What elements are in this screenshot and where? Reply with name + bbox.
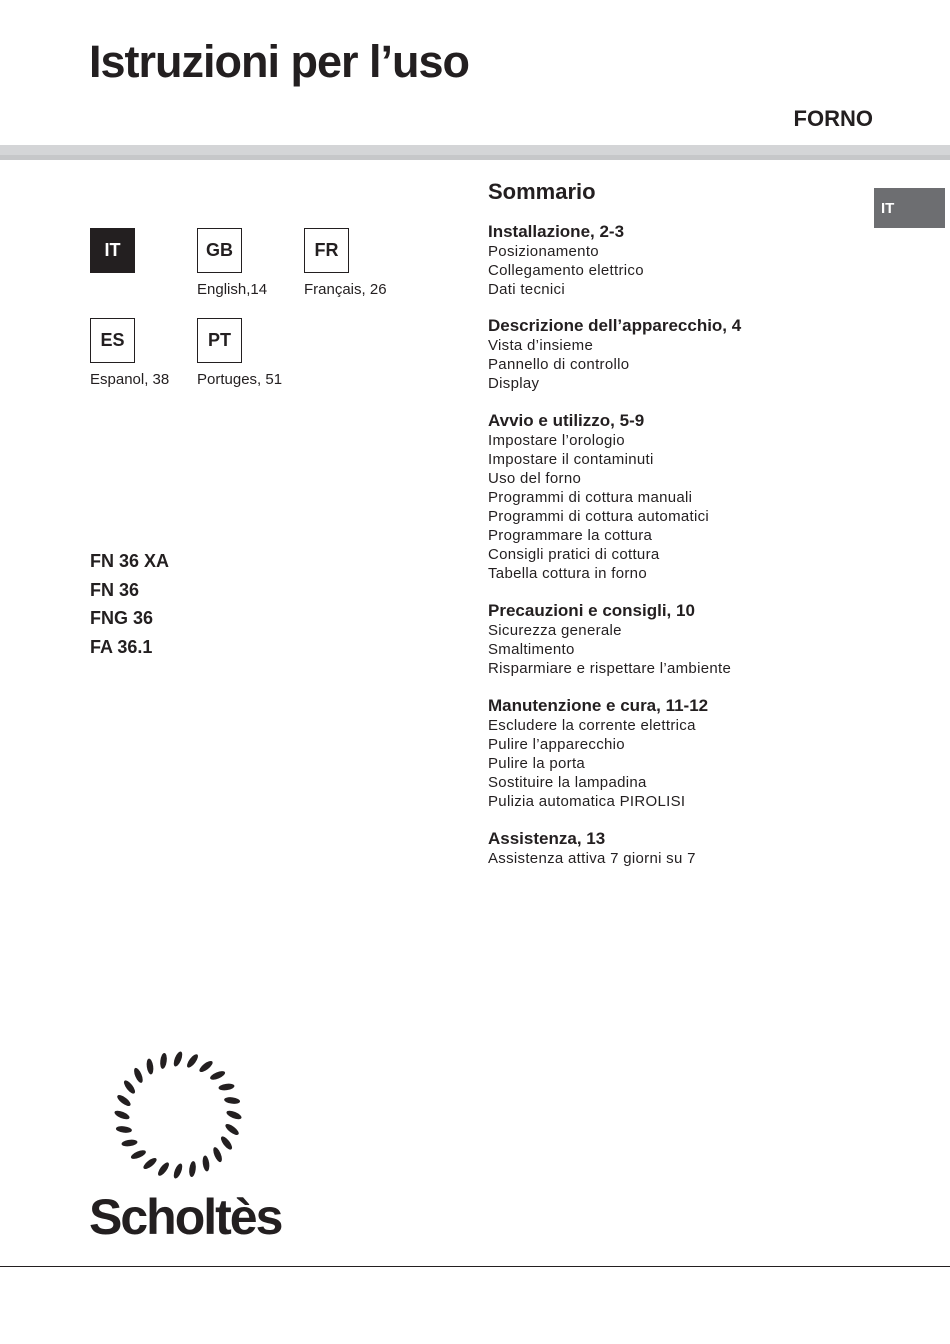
toc-section-assistenza — [488, 829, 696, 868]
toc-item[interactable]: Collegamento elettrico — [488, 262, 644, 279]
toc-item[interactable]: Pulire la porta — [488, 755, 586, 772]
sun-ray — [116, 1125, 133, 1133]
toc-item[interactable]: Uso del forno — [488, 470, 582, 487]
toc-item[interactable]: Dati tecnici — [488, 281, 565, 298]
toc-section-title[interactable]: Manutenzione e cura, 11-12 — [488, 696, 709, 715]
toc-heading: Sommario — [488, 179, 596, 204]
sun-ray — [219, 1135, 234, 1152]
language-box-pt[interactable]: PT — [197, 318, 242, 363]
sun-ray — [224, 1122, 241, 1137]
sun-ray — [202, 1155, 211, 1172]
toc-section-descrizione — [488, 316, 741, 393]
model-item: FA 36.1 — [90, 637, 153, 658]
language-label-gb: English,14 — [197, 281, 268, 298]
toc-item[interactable]: Consigli pratici di cottura — [488, 546, 660, 563]
brand-logo-text: Scholtès — [89, 1189, 282, 1245]
toc-item[interactable]: Programmare la cottura — [488, 527, 653, 544]
sun-ray — [225, 1109, 242, 1121]
model-item: FNG 36 — [90, 608, 154, 629]
sun-ray — [209, 1069, 226, 1081]
toc-item[interactable]: Sicurezza generale — [488, 622, 622, 639]
toc-item[interactable]: Vista d’insieme — [488, 337, 594, 354]
sun-ray — [212, 1146, 224, 1163]
sun-ray — [218, 1083, 235, 1092]
toc-item[interactable]: Posizionamento — [488, 243, 599, 260]
product-type: FORNO — [793, 106, 873, 131]
sun-ray — [198, 1059, 215, 1074]
toc-item[interactable]: Assistenza attiva 7 giorni su 7 — [488, 850, 696, 867]
sun-ray — [185, 1053, 200, 1070]
sun-ray — [116, 1093, 133, 1108]
sun-ray — [146, 1058, 155, 1075]
toc-item[interactable]: Programmi di cottura manuali — [488, 489, 693, 506]
toc-item[interactable]: Pulire l’apparecchio — [488, 736, 625, 753]
sun-ray — [142, 1156, 159, 1171]
toc-item[interactable]: Impostare l’orologio — [488, 432, 625, 449]
toc-section-title[interactable]: Assistenza, 13 — [488, 829, 606, 848]
toc-item[interactable]: Escludere la corrente elettrica — [488, 717, 696, 734]
sun-ray — [159, 1053, 167, 1070]
sun-ray — [224, 1096, 241, 1104]
sun-logo-icon — [105, 1045, 255, 1185]
language-tab: IT — [874, 188, 945, 228]
language-box-es[interactable]: ES — [90, 318, 135, 363]
toc-item[interactable]: Display — [488, 375, 540, 392]
toc-section-title[interactable]: Installazione, 2-3 — [488, 222, 625, 241]
language-box-it[interactable]: IT — [90, 228, 135, 273]
sun-ray — [122, 1079, 137, 1096]
model-item: FN 36 XA — [90, 551, 170, 571]
toc-section-title[interactable]: Avvio e utilizzo, 5-9 — [488, 411, 645, 430]
toc-section-manutenzione — [488, 696, 708, 811]
sun-ray — [172, 1050, 184, 1067]
toc-section-title[interactable]: Precauzioni e consigli, 10 — [488, 601, 695, 620]
sun-ray — [188, 1161, 196, 1178]
toc-item[interactable]: Tabella cottura in forno — [488, 565, 647, 582]
sun-ray — [121, 1139, 138, 1148]
language-box-gb[interactable]: GB — [197, 228, 242, 273]
toc-item[interactable]: Sostituire la lampadina — [488, 774, 647, 791]
model-list — [90, 547, 169, 662]
footer-rule — [0, 1266, 950, 1267]
header-divider-band — [0, 145, 950, 160]
language-label-pt: Portuges, 51 — [197, 371, 283, 388]
language-box-fr[interactable]: FR — [304, 228, 349, 273]
sun-ray — [156, 1161, 171, 1178]
toc-section-title[interactable]: Descrizione dell’apparecchio, 4 — [488, 316, 742, 335]
sun-ray — [132, 1067, 144, 1084]
toc-section-installazione — [488, 222, 644, 299]
sun-ray — [130, 1149, 147, 1161]
toc-item[interactable]: Programmi di cottura automatici — [488, 508, 710, 525]
language-label-fr: Français, 26 — [304, 281, 387, 298]
toc-section-precauzioni — [488, 601, 731, 678]
toc-item[interactable]: Risparmiare e rispettare l’ambiente — [488, 660, 732, 677]
toc-item[interactable]: Pannello di controllo — [488, 356, 630, 373]
language-label-es: Espanol, 38 — [90, 371, 170, 388]
sun-ray — [172, 1162, 184, 1179]
toc-item[interactable]: Smaltimento — [488, 641, 575, 658]
model-item: FN 36 — [90, 579, 140, 600]
toc-section-avvio — [488, 411, 709, 583]
page-title: Istruzioni per l’uso — [89, 36, 470, 87]
sun-ray — [113, 1109, 130, 1121]
toc-item[interactable]: Impostare il contaminuti — [488, 451, 654, 468]
toc-item[interactable]: Pulizia automatica PIROLISI — [488, 793, 686, 810]
